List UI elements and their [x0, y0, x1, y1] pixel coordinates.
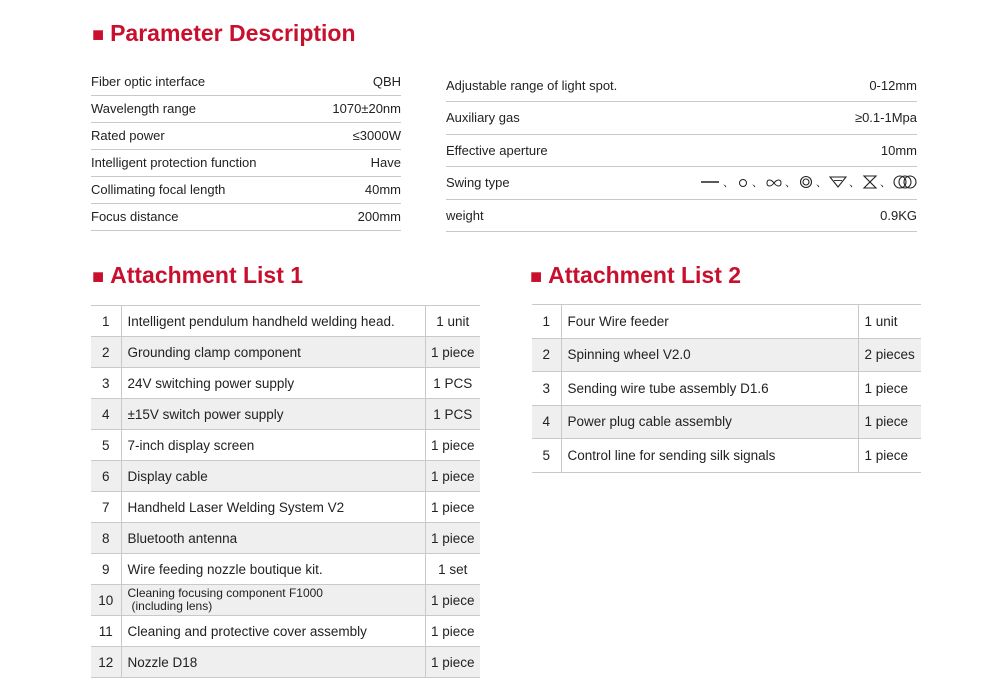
item-quantity: 1 piece: [858, 372, 921, 406]
param-value: 0.9KG: [653, 199, 917, 232]
title-square-icon: ■: [92, 24, 105, 46]
parameters-left-table: [91, 68, 401, 231]
item-quantity: 1 piece: [425, 337, 480, 368]
param-value: 0-12mm: [653, 69, 917, 102]
param-label: Rated power: [91, 122, 310, 149]
item-name: Four Wire feeder: [561, 305, 858, 339]
item-name: Wire feeding nozzle boutique kit.: [121, 554, 425, 585]
table-row: [91, 616, 480, 647]
table-row: [91, 306, 480, 337]
param-value: 40mm: [310, 176, 401, 203]
item-name: [121, 585, 425, 616]
row-number: 5: [91, 430, 121, 461]
item-quantity: 1 piece: [425, 616, 480, 647]
table-row: [91, 647, 480, 678]
row-number: 5: [532, 439, 561, 473]
circle-swing-icon: [736, 175, 750, 189]
param-row: [446, 69, 917, 102]
item-quantity: 1 piece: [425, 461, 480, 492]
row-number: 10: [91, 585, 121, 616]
row-number: 2: [532, 338, 561, 372]
parameter-description-text: Parameter Description: [110, 20, 356, 46]
param-value: ≤3000W: [310, 122, 401, 149]
row-number: 6: [91, 461, 121, 492]
row-number: 3: [91, 368, 121, 399]
table-row: [91, 492, 480, 523]
param-row: [446, 199, 917, 232]
param-row: [91, 68, 401, 95]
triangle-swing-icon: [829, 175, 847, 189]
separator-comma: 、: [785, 176, 796, 189]
param-label: weight: [446, 199, 653, 232]
item-name: Intelligent pendulum handheld welding head.: [121, 306, 425, 337]
table-row: [532, 372, 921, 406]
row-number: 8: [91, 523, 121, 554]
double-circle-swing-icon: [798, 175, 814, 189]
item-name: Cleaning and protective cover assembly: [121, 616, 425, 647]
param-row: [446, 167, 917, 200]
table-row: [91, 368, 480, 399]
table-row: [532, 405, 921, 439]
param-row: [446, 134, 917, 167]
param-label: Auxiliary gas: [446, 102, 653, 135]
row-number: 11: [91, 616, 121, 647]
item-quantity: 1 PCS: [425, 399, 480, 430]
row-number: 3: [532, 372, 561, 406]
line-swing-icon: [699, 175, 721, 189]
separator-comma: 、: [880, 176, 891, 189]
table-row: [91, 430, 480, 461]
item-quantity: 1 unit: [858, 305, 921, 339]
param-label: Collimating focal length: [91, 176, 310, 203]
table-row: [91, 554, 480, 585]
item-quantity: 1 PCS: [425, 368, 480, 399]
item-name-line1: Cleaning focusing component F1000: [127, 586, 323, 600]
table-row: [91, 523, 480, 554]
param-row: [446, 102, 917, 135]
triple-circle-swing-icon: [893, 174, 917, 190]
param-value: ≥0.1-1Mpa: [653, 102, 917, 135]
separator-comma: 、: [816, 176, 827, 189]
title-square-icon: ■: [530, 266, 543, 288]
item-quantity: 1 piece: [425, 647, 480, 678]
table-row: [532, 338, 921, 372]
row-number: 7: [91, 492, 121, 523]
item-name: Power plug cable assembly: [561, 405, 858, 439]
item-name-line2: (including lens): [131, 599, 213, 613]
item-quantity: 1 piece: [425, 523, 480, 554]
item-quantity: 1 piece: [425, 430, 480, 461]
item-name: Control line for sending silk signals: [561, 439, 858, 473]
attachment-list-2-title: [530, 262, 741, 289]
item-name: ±15V switch power supply: [121, 399, 425, 430]
table-row: [532, 439, 921, 473]
item-quantity: 1 piece: [858, 405, 921, 439]
swing-type-value: [653, 167, 917, 200]
item-name: Sending wire tube assembly D1.6: [561, 372, 858, 406]
attachment-list-1-title: [92, 262, 303, 289]
item-name: 7-inch display screen: [121, 430, 425, 461]
table-row: [91, 337, 480, 368]
param-label: Fiber optic interface: [91, 68, 310, 95]
item-quantity: 1 piece: [425, 492, 480, 523]
separator-comma: 、: [849, 176, 860, 189]
item-quantity: 1 piece: [858, 439, 921, 473]
row-number: 9: [91, 554, 121, 585]
param-value: 10mm: [653, 134, 917, 167]
param-label: Swing type: [446, 167, 653, 200]
item-name: 24V switching power supply: [121, 368, 425, 399]
attachment-list-1-table: [91, 305, 480, 678]
item-name: Grounding clamp component: [121, 337, 425, 368]
item-name: Handheld Laser Welding System V2: [121, 492, 425, 523]
table-row: [91, 585, 480, 616]
parameters-right-table: [446, 69, 917, 232]
infinity-swing-icon: [765, 175, 783, 189]
title-square-icon: ■: [92, 266, 105, 288]
param-row: [91, 203, 401, 230]
param-row: [91, 95, 401, 122]
attachment-list-1-text: Attachment List 1: [110, 262, 304, 288]
item-name: Display cable: [121, 461, 425, 492]
row-number: 4: [91, 399, 121, 430]
item-quantity: 1 piece: [425, 585, 480, 616]
parameter-description-title: [92, 20, 356, 47]
row-number: 12: [91, 647, 121, 678]
param-label: Adjustable range of light spot.: [446, 69, 653, 102]
table-row: [532, 305, 921, 339]
attachment-list-2-text: Attachment List 2: [548, 262, 742, 288]
param-row: [91, 149, 401, 176]
row-number: 1: [532, 305, 561, 339]
separator-comma: 、: [723, 176, 734, 189]
param-label: Effective aperture: [446, 134, 653, 167]
param-row: [91, 122, 401, 149]
item-name: Spinning wheel V2.0: [561, 338, 858, 372]
param-value: Have: [310, 149, 401, 176]
item-name: Bluetooth antenna: [121, 523, 425, 554]
row-number: 4: [532, 405, 561, 439]
param-value: QBH: [310, 68, 401, 95]
row-number: 1: [91, 306, 121, 337]
param-row: [91, 176, 401, 203]
swing-icons: [699, 174, 917, 190]
param-value: 1070±20nm: [310, 95, 401, 122]
param-label: Wavelength range: [91, 95, 310, 122]
item-quantity: 1 set: [425, 554, 480, 585]
row-number: 2: [91, 337, 121, 368]
table-row: [91, 461, 480, 492]
hourglass-swing-icon: [862, 175, 878, 189]
param-value: 200mm: [310, 203, 401, 230]
item-quantity: 2 pieces: [858, 338, 921, 372]
item-quantity: 1 unit: [425, 306, 480, 337]
item-name: Nozzle D18: [121, 647, 425, 678]
table-row: [91, 399, 480, 430]
separator-comma: 、: [752, 176, 763, 189]
attachment-list-2-table: [532, 304, 921, 473]
param-label: Intelligent protection function: [91, 149, 310, 176]
param-label: Focus distance: [91, 203, 310, 230]
